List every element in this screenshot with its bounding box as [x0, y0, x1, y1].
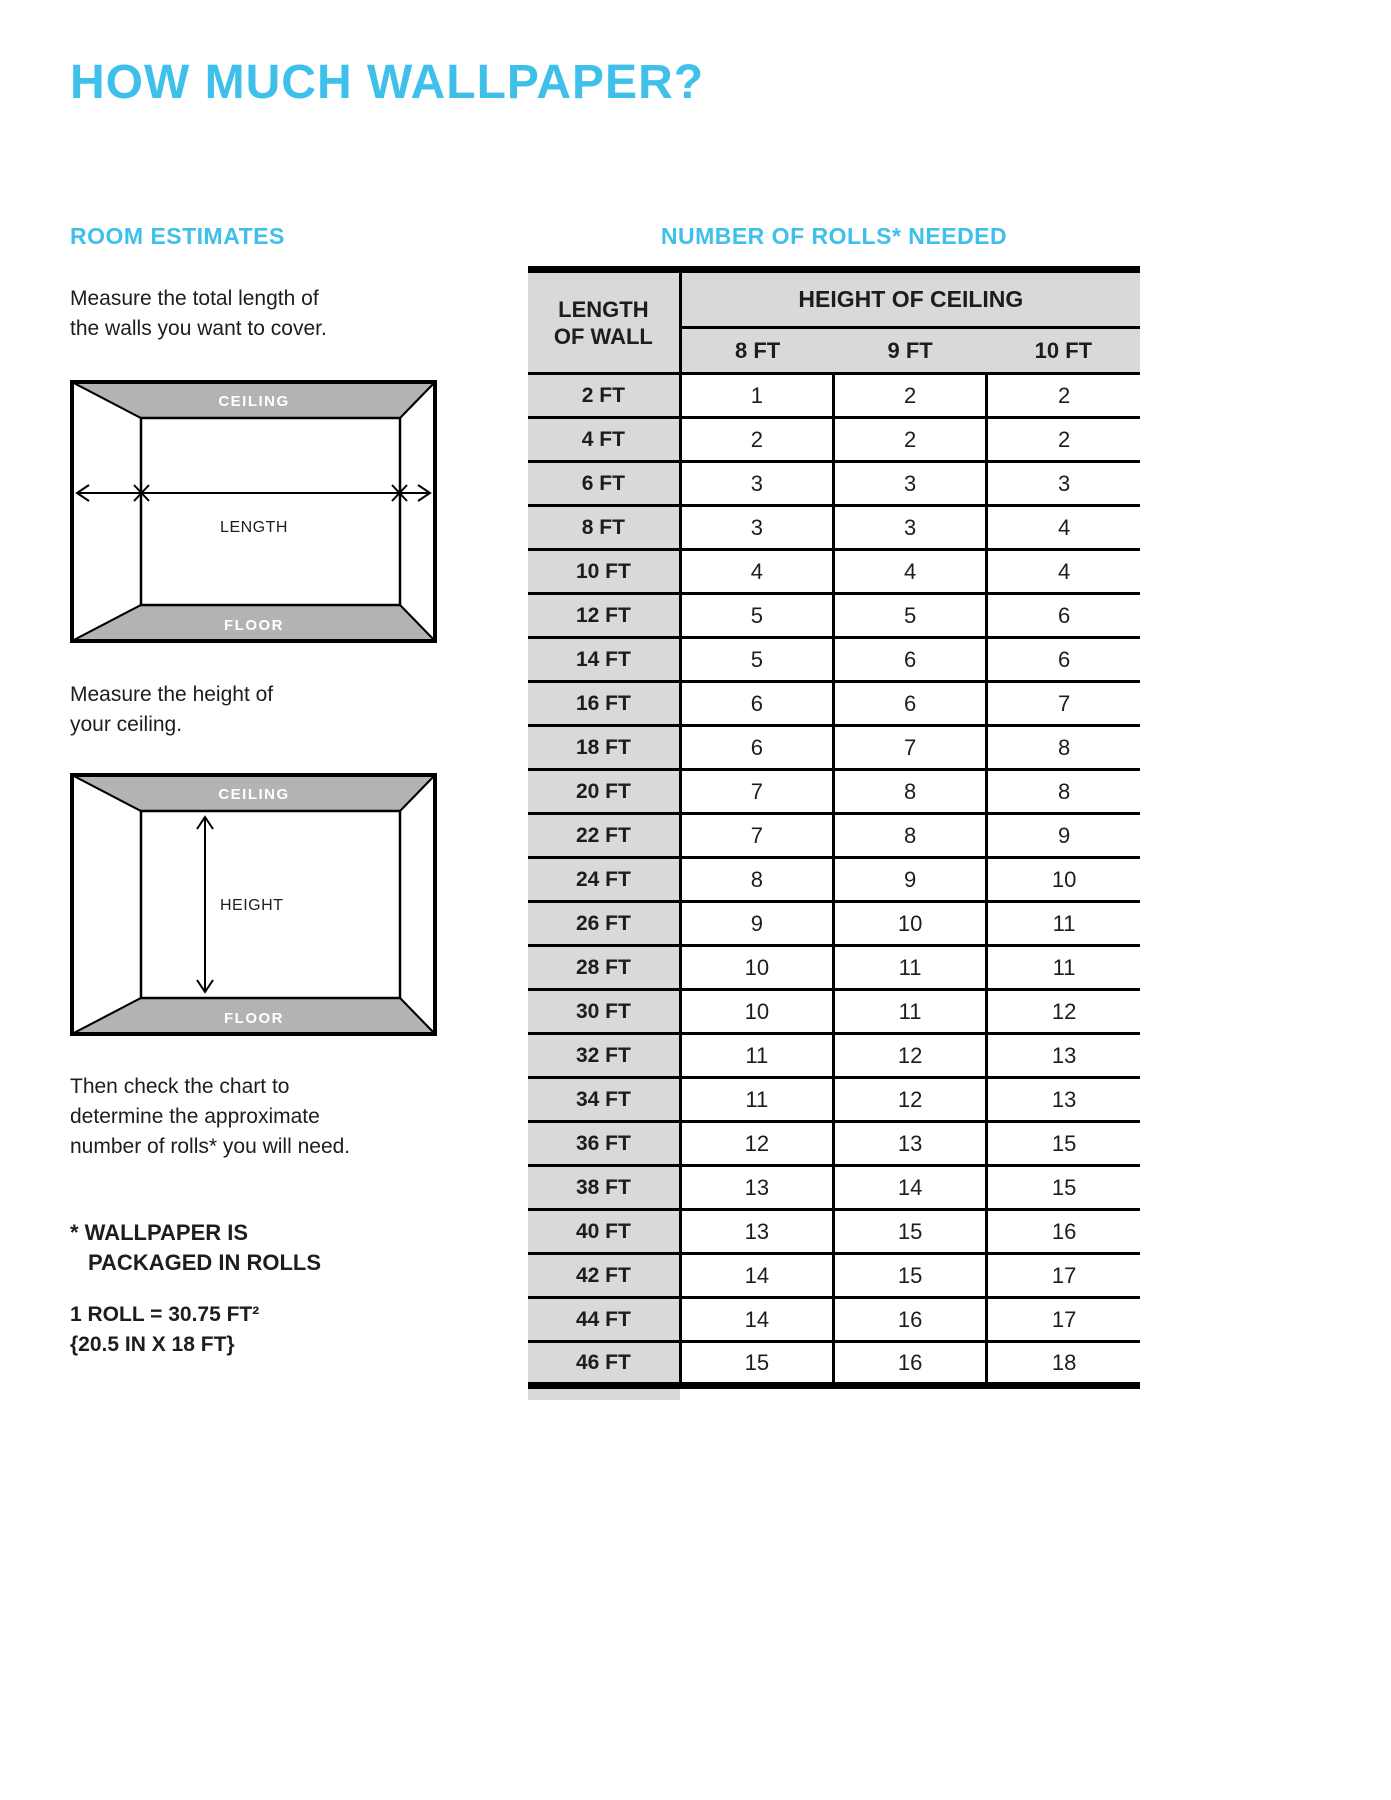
roll-count-cell: 6 — [833, 682, 986, 726]
wall-length-cell: 46 FT — [528, 1342, 680, 1386]
table-row — [528, 902, 1140, 946]
roll-count-cell: 15 — [833, 1254, 986, 1298]
wall-length-cell: 20 FT — [528, 770, 680, 814]
table-row — [528, 726, 1140, 770]
table-row — [528, 1298, 1140, 1342]
right-wall-face — [400, 382, 435, 641]
roll-count-cell: 6 — [833, 638, 986, 682]
roll-count-cell: 11 — [987, 946, 1140, 990]
roll-count-cell: 6 — [680, 726, 833, 770]
roll-count-cell: 4 — [833, 550, 986, 594]
roll-count-cell: 11 — [987, 902, 1140, 946]
text-line: Then check the chart to — [70, 1075, 290, 1098]
left-wall-face — [72, 382, 141, 641]
table-row — [528, 682, 1140, 726]
table-row — [528, 1034, 1140, 1078]
roll-count-cell: 8 — [987, 726, 1140, 770]
length-diagram — [70, 380, 437, 643]
text-line: determine the approximate — [70, 1105, 320, 1128]
text-line: your ceiling. — [70, 713, 183, 736]
roll-count-cell: 2 — [987, 374, 1140, 418]
roll-count-cell: 14 — [680, 1254, 833, 1298]
roll-count-cell: 6 — [987, 638, 1140, 682]
table-row — [528, 1342, 1140, 1386]
table-row — [528, 1122, 1140, 1166]
roll-count-cell: 16 — [987, 1210, 1140, 1254]
roll-count-cell: 4 — [987, 550, 1140, 594]
wall-length-cell: 8 FT — [528, 506, 680, 550]
roll-count-cell: 5 — [680, 594, 833, 638]
table-row — [528, 594, 1140, 638]
roll-count-cell: 7 — [987, 682, 1140, 726]
roll-count-cell: 11 — [833, 990, 986, 1034]
roll-count-cell: 12 — [680, 1122, 833, 1166]
roll-count-cell: 9 — [833, 858, 986, 902]
instruction-measure-length — [70, 284, 450, 344]
wall-length-cell: 14 FT — [528, 638, 680, 682]
column-header-8ft: 8 FT — [680, 328, 833, 374]
text-line: Measure the height of — [70, 683, 274, 706]
rolls-table-section — [528, 222, 1140, 1400]
wall-length-cell: 6 FT — [528, 462, 680, 506]
table-row — [528, 814, 1140, 858]
instruction-measure-height — [70, 680, 450, 740]
table-row — [528, 990, 1140, 1034]
roll-count-cell: 2 — [680, 418, 833, 462]
roll-count-cell: 9 — [987, 814, 1140, 858]
roll-count-cell: 3 — [680, 462, 833, 506]
roll-count-cell: 3 — [833, 506, 986, 550]
ceiling-label: CEILING — [218, 393, 290, 410]
roll-count-cell: 8 — [833, 814, 986, 858]
roll-count-cell: 14 — [680, 1298, 833, 1342]
header-group-row — [528, 270, 1140, 328]
floor-label: FLOOR — [224, 617, 284, 634]
roll-count-cell: 16 — [833, 1342, 986, 1386]
roll-area-line: 1 ROLL = 30.75 FT² — [70, 1303, 260, 1326]
wall-length-cell: 30 FT — [528, 990, 680, 1034]
roll-count-cell: 3 — [833, 462, 986, 506]
roll-count-cell: 2 — [987, 418, 1140, 462]
floor-label: FLOOR — [224, 1010, 284, 1027]
left-wall-face — [72, 775, 141, 1034]
wall-length-cell: 28 FT — [528, 946, 680, 990]
roll-count-cell: 4 — [987, 506, 1140, 550]
ceiling-label: CEILING — [218, 786, 290, 803]
roll-count-cell: 13 — [987, 1078, 1140, 1122]
roll-count-cell: 11 — [833, 946, 986, 990]
table-row — [528, 374, 1140, 418]
room-estimates-heading: ROOM ESTIMATES — [70, 223, 285, 249]
table-row — [528, 1166, 1140, 1210]
text-line: * WALLPAPER IS — [70, 1220, 249, 1245]
wall-length-cell: 38 FT — [528, 1166, 680, 1210]
column-header-9ft: 9 FT — [833, 328, 986, 374]
roll-count-cell: 7 — [680, 814, 833, 858]
wall-length-cell: 22 FT — [528, 814, 680, 858]
roll-count-cell: 15 — [987, 1122, 1140, 1166]
wall-length-cell: 18 FT — [528, 726, 680, 770]
page-title: HOW MUCH WALLPAPER? — [70, 56, 705, 109]
roll-count-cell: 12 — [833, 1034, 986, 1078]
table-row — [528, 858, 1140, 902]
header-line: LENGTH — [558, 296, 649, 322]
table-row — [528, 506, 1140, 550]
roll-count-cell: 13 — [680, 1210, 833, 1254]
rolls-table — [528, 266, 1140, 1389]
roll-count-cell: 11 — [680, 1078, 833, 1122]
right-wall-face — [400, 775, 435, 1034]
roll-count-cell: 3 — [987, 462, 1140, 506]
wall-length-cell: 24 FT — [528, 858, 680, 902]
roll-count-cell: 12 — [833, 1078, 986, 1122]
length-dimension-label: LENGTH — [220, 519, 288, 536]
height-diagram — [70, 773, 437, 1036]
roll-count-cell: 8 — [833, 770, 986, 814]
header-line: OF WALL — [553, 323, 653, 349]
table-row — [528, 418, 1140, 462]
roll-count-cell: 6 — [680, 682, 833, 726]
room-estimates-section — [70, 222, 450, 1360]
column-header-10ft: 10 FT — [987, 328, 1140, 374]
wall-length-cell: 2 FT — [528, 374, 680, 418]
roll-count-cell: 11 — [680, 1034, 833, 1078]
roll-count-cell: 13 — [833, 1122, 986, 1166]
table-row — [528, 550, 1140, 594]
wall-length-cell: 44 FT — [528, 1298, 680, 1342]
roll-count-cell: 17 — [987, 1254, 1140, 1298]
wallpaper-rolls-footnote — [70, 1218, 450, 1278]
length-of-wall-header — [528, 270, 680, 374]
roll-count-cell: 13 — [680, 1166, 833, 1210]
table-row — [528, 1078, 1140, 1122]
roll-count-cell: 7 — [680, 770, 833, 814]
roll-count-cell: 15 — [987, 1166, 1140, 1210]
wall-length-cell: 32 FT — [528, 1034, 680, 1078]
wall-length-cell: 36 FT — [528, 1122, 680, 1166]
table-row — [528, 1254, 1140, 1298]
roll-count-cell: 10 — [680, 990, 833, 1034]
wall-length-cell: 26 FT — [528, 902, 680, 946]
roll-count-cell: 13 — [987, 1034, 1140, 1078]
instruction-check-chart — [70, 1072, 450, 1162]
roll-count-cell: 9 — [680, 902, 833, 946]
roll-count-cell: 10 — [833, 902, 986, 946]
roll-count-cell: 3 — [680, 506, 833, 550]
wall-length-cell: 4 FT — [528, 418, 680, 462]
roll-count-cell: 12 — [987, 990, 1140, 1034]
roll-count-cell: 15 — [680, 1342, 833, 1386]
wall-length-cell: 34 FT — [528, 1078, 680, 1122]
roll-count-cell: 8 — [680, 858, 833, 902]
roll-count-cell: 2 — [833, 418, 986, 462]
roll-dimensions-line: {20.5 IN X 18 FT} — [70, 1333, 235, 1356]
roll-count-cell: 6 — [987, 594, 1140, 638]
text-line: Measure the total length of — [70, 287, 319, 310]
table-row — [528, 770, 1140, 814]
roll-count-cell: 7 — [833, 726, 986, 770]
table-row — [528, 638, 1140, 682]
table-footer-filler — [528, 1389, 680, 1400]
table-row — [528, 1210, 1140, 1254]
rolls-needed-heading: NUMBER OF ROLLS* NEEDED — [660, 223, 1008, 249]
wall-length-cell: 40 FT — [528, 1210, 680, 1254]
text-line: number of rolls* you will need. — [70, 1135, 351, 1158]
height-of-ceiling-header: HEIGHT OF CEILING — [680, 270, 1140, 328]
roll-count-cell: 10 — [987, 858, 1140, 902]
text-line: the walls you want to cover. — [70, 317, 327, 340]
height-dimension-label: HEIGHT — [220, 897, 284, 914]
roll-count-cell: 4 — [680, 550, 833, 594]
roll-count-cell: 5 — [680, 638, 833, 682]
roll-count-cell: 16 — [833, 1298, 986, 1342]
rolls-table-head — [528, 270, 1140, 374]
back-wall-face — [141, 418, 400, 605]
roll-count-cell: 17 — [987, 1298, 1140, 1342]
roll-size-info — [70, 1300, 450, 1360]
roll-count-cell: 14 — [833, 1166, 986, 1210]
wall-length-cell: 16 FT — [528, 682, 680, 726]
roll-count-cell: 1 — [680, 374, 833, 418]
table-row — [528, 946, 1140, 990]
roll-count-cell: 5 — [833, 594, 986, 638]
roll-count-cell: 15 — [833, 1210, 986, 1254]
wall-length-cell: 10 FT — [528, 550, 680, 594]
rolls-table-body — [528, 374, 1140, 1386]
roll-count-cell: 2 — [833, 374, 986, 418]
roll-count-cell: 10 — [680, 946, 833, 990]
wall-length-cell: 42 FT — [528, 1254, 680, 1298]
roll-count-cell: 8 — [987, 770, 1140, 814]
wall-length-cell: 12 FT — [528, 594, 680, 638]
table-row — [528, 462, 1140, 506]
roll-count-cell: 18 — [987, 1342, 1140, 1386]
text-line: PACKAGED IN ROLLS — [88, 1250, 322, 1275]
